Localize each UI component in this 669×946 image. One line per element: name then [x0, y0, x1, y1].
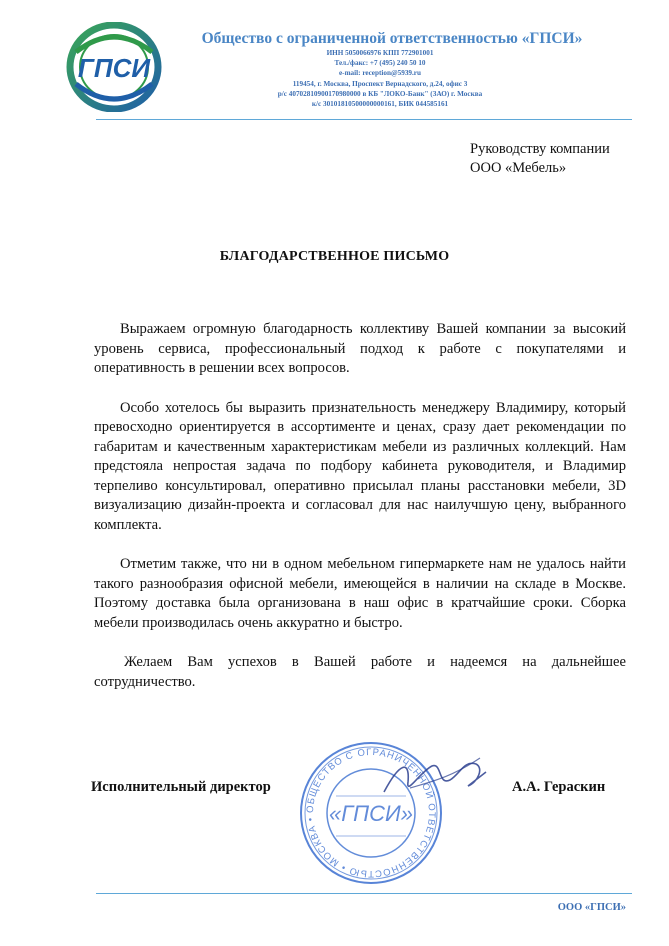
signature-name: А.А. Гераскин — [512, 779, 606, 795]
paragraph-wishes: Желаем Вам успехов в Вашей работе и надеемся на дальнейшее сотрудничество. — [94, 654, 626, 690]
company-name: Общество с ограниченной ответственностью «ГПСИ» — [201, 30, 583, 47]
signature-position: Исполнительный директор — [91, 779, 271, 795]
company-logo — [66, 22, 162, 112]
footer-company-name: ООО «ГПСИ» — [557, 902, 626, 913]
paragraph-manager: Особо хотелось бы выразить признательность менеджеру Владимиру, который превосходно ориентируется в ассортименте и ценах, сразу дает рекомендации по габаритам и качественным характеристикам мебели из различных коллекций. Нам предстояла непростая задача по подбору кабинета руководителя, и Владимир терпеливо консультировал, оперативно присылал планы расстановки мебели, 3D визуализацию дизайн-проекта и согласовал для нас наилучшую цену, выбранного комплекта. — [94, 399, 626, 533]
addressee-block — [470, 140, 610, 178]
company-requisites — [230, 48, 530, 109]
svg-text:ГПСИ: ГПСИ — [77, 53, 151, 83]
requisites-inn: ИНН 5050066976 КПП 772901001 — [326, 49, 434, 57]
letter-body — [94, 320, 626, 712]
requisites-address: 119454, г. Москва, Проспект Вернадского, д.24, офис 3 — [292, 79, 468, 88]
requisites-corr-account: к/с 30101810500000000161, БИК 044585161 — [311, 100, 449, 109]
handwritten-signature — [380, 752, 490, 802]
svg-text:ОБЩЕСТВО С ОГРАНИЧЕННОЙ ОТВЕТС: ОБЩЕСТВО С ОГРАНИЧЕННОЙ ОТВЕТСТВЕННОСТЬЮ • МОСКВА • — [304, 746, 438, 880]
paragraph-assortment: Отметим также, что ни в одном мебельном гипермаркете нам не удалось найти такого разнообразия офисной мебели, имеющейся в наличии на складе в Москве. Поэтому доставка была организована в наш офис в кратчайшие сроки. Сборка мебели производилась очень аккуратно и быстро. — [94, 556, 626, 631]
addressee-line-2: ООО «Мебель» — [470, 160, 567, 176]
header-divider — [96, 119, 632, 120]
requisites-bank-account: р/с 40702810900170980000 в КБ "ЛОКО-Банк" (ЗАО) г. Москва — [277, 89, 483, 98]
requisites-email: e-mail: reception@5939.ru — [338, 69, 421, 78]
document-title: БЛАГОДАРСТВЕННОЕ ПИСЬМО — [219, 249, 450, 264]
svg-text:«ГПСИ»: «ГПСИ» — [328, 801, 414, 826]
paragraph-gratitude: Выражаем огромную благодарность коллективу Вашей компании за высокий уровень сервиса, профессиональный подход к работе с покупателями и оперативность в решении всех вопросов. — [94, 321, 626, 376]
footer-divider — [96, 893, 632, 894]
requisites-phone: Тел./факс: +7 (495) 240 50 10 — [334, 59, 426, 68]
addressee-line-1: Руководству компании — [470, 141, 610, 157]
